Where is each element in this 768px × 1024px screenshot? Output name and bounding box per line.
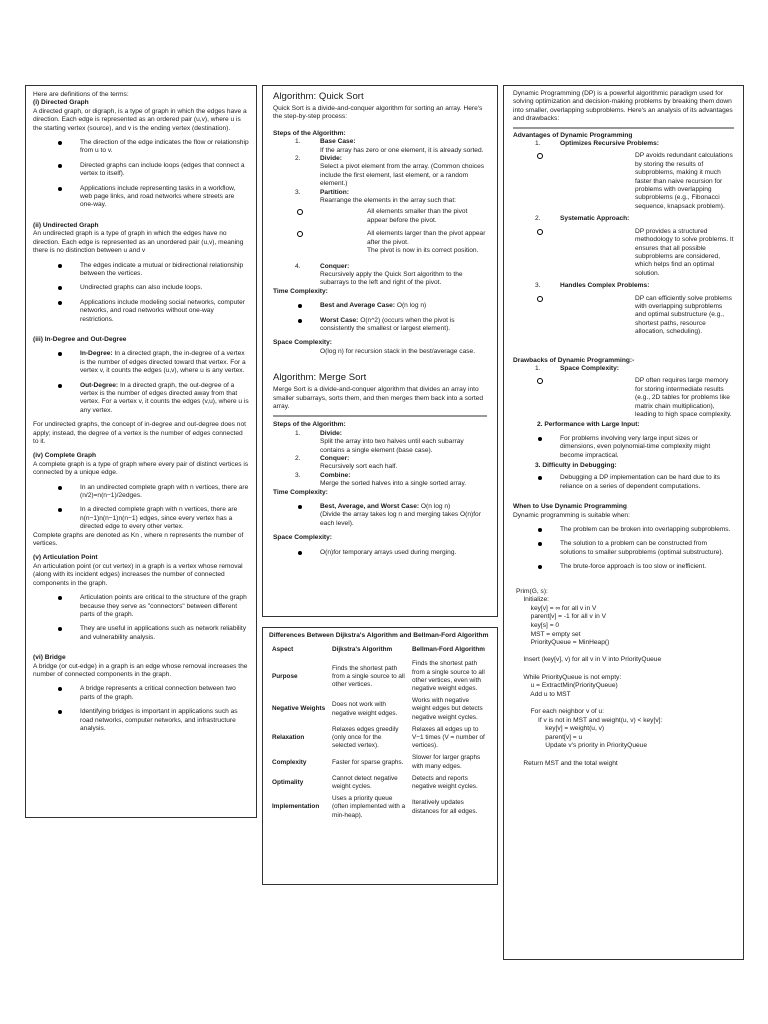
table-row: Negative Weights Does not work with negative weight edges. Works with negative weight edges but detects negative weight cycles. (272, 697, 483, 721)
list-item: In a directed complete graph with n vertices, there are n(n−1)n(n−1)n(n−1) edges, since every vertex has a directed edge to every other vertex. (33, 506, 249, 531)
step-text: If the array has zero or one element, it is already sorted. (320, 146, 484, 154)
term-label: In-Degree: (80, 350, 113, 358)
column-header: Aspect (272, 646, 294, 654)
step-label: Conquer: (320, 262, 350, 270)
code-line (516, 648, 734, 657)
table-row: Purpose Finds the shortest path from a single source to all other vertices. Finds the shortest path from a single source to all other vertices, even with negative weight edges. (272, 660, 485, 693)
column-header: Bellman-Ford Algorithm (412, 646, 485, 654)
section-title-complete-graph: (iv) Complete Graph (33, 452, 97, 460)
code-line: u = ExtractMin(PriorityQueue) (516, 682, 618, 690)
code-line: key[v] = weight(u, v) (516, 725, 605, 733)
list-item: The edges indicate a mutual or bidirectional relationship between the vertices. (33, 262, 249, 279)
comparison-table-panel (262, 627, 498, 885)
code-line: PriorityQueue = MinHeap() (516, 639, 610, 647)
code-line: key[v] = ∞ for all v in V (516, 604, 597, 612)
list-item: Undirected graphs can also include loops. (33, 284, 249, 292)
list-item: The brute-force approach is too slow or inefficient. (513, 563, 734, 571)
paragraph: An undirected graph is a type of graph in which the edges have no direction. Each edge is represented as an unordered pair (u,v), meaning there is no distinction between u and v (33, 230, 244, 255)
section-title-quick-sort: Algorithm: Quick Sort (273, 91, 364, 102)
code-line: Initialize: (516, 596, 549, 604)
code-line: MST = empty set (516, 630, 581, 638)
drawbacks-heading: Drawbacks of Dynamic Programming:- (513, 356, 635, 364)
paragraph: Dynamic programming is suitable when: (513, 511, 630, 519)
list-item: DP avoids redundant calculations by storing the results of subproblems, making it much faster than naive recursion for problems with overlapping subproblems (e.g., Fibonacci sequence, knapsack problem). (513, 152, 734, 211)
space-complexity-heading: Space Complexity: (273, 534, 332, 542)
list-item: Best, Average, and Worst Case: O(n log n) (Divide the array takes log n and merging takes O(n)for each level). (273, 503, 487, 528)
intro-text: Here are definitions of the terms: (33, 91, 129, 98)
section-title-degree: (iii) In-Degree and Out-Degree (33, 335, 127, 343)
list-item: The solution to a problem can be constructed from solutions to smaller subproblems (optimal substructure). (513, 540, 734, 557)
list-item (33, 382, 249, 416)
step-text: Rearrange the elements in the array such that: (320, 197, 456, 205)
paragraph: O(log n) for recursion stack in the best/average case. (320, 347, 476, 355)
section-title-bridge: (vi) Bridge (33, 654, 66, 662)
list-item: DP often requires large memory for storing intermediate results (e.g., 2D tables for problems like matrix chain multiplication), leading to high space complexity. (513, 377, 734, 419)
time-complexity-heading: Time Complexity: (273, 488, 328, 496)
section-title-undirected-graph: (ii) Undirected Graph (33, 221, 99, 229)
step-label: Base Case: (320, 138, 356, 146)
list-item: 3. Combine: Merge the sorted halves into a single sorted array. (295, 471, 467, 488)
when-to-use-heading: When to Use Dynamic Programming (513, 503, 627, 511)
list-item: DP provides a structured methodology to solve problems. It ensures that all possible subproblems are considered, which helps find an optimal solution. (513, 228, 734, 278)
space-complexity-heading: Space Complexity: (273, 339, 332, 347)
code-line: Prim(G, s): (516, 587, 548, 595)
list-item: 1. Base Case: If the array has zero or one element, it is already sorted. (295, 138, 484, 154)
paragraph: A bridge (or cut-edge) in a graph is an edge whose removal increases the number of connected components in the graph. (33, 662, 248, 678)
list-item: Directed graphs can include loops (edges that connect a vertex to itself). (33, 162, 249, 179)
list-item: They are useful in applications such as network reliability and vulnerability analysis. (33, 625, 249, 642)
drawback-label: 2. Performance with Large Input: (537, 421, 640, 429)
list-item: The direction of the edge indicates the flow or relationship from u to v. (33, 139, 249, 156)
list-item: 3. Handles Complex Problems: (535, 282, 650, 290)
code-line: For each neighbor v of u: (516, 708, 604, 715)
list-item: 2. Systematic Approach: (535, 215, 630, 223)
paragraph: Complete graphs are denoted as Kn , where n represents the number of vertices. (33, 531, 244, 548)
step-label: Divide: (320, 155, 342, 163)
code-line: key[s] = 0 (516, 622, 560, 630)
list-item: Worst Case: O(n^2) (occurs when the pivot is consistently the smallest or largest element). (273, 317, 487, 334)
step-text: Select a pivot element from the array. (Common choices include the first element, last element, or a random element.) (320, 163, 485, 188)
list-item: For problems involving very large input sizes or dimensions, even polynomial-time complexity might become impractical. (513, 435, 734, 460)
list-item: All elements smaller than the pivot appear before the pivot. (273, 208, 487, 225)
code-line (516, 665, 734, 674)
list-item: Debugging a DP implementation can be hard due to its reliance on a series of dependent computations. (513, 474, 734, 491)
section-title-merge-sort: Algorithm: Merge Sort (273, 372, 367, 384)
divider (513, 127, 734, 129)
code-line (516, 751, 734, 760)
code-line: If v is not in MST and weight(u, v) < key[v]: (516, 716, 663, 724)
steps-heading: Steps of the Algorithm: (273, 129, 346, 137)
table-header-row (269, 642, 491, 658)
code-line: Insert (key[v], v) for all v in V into PriorityQueue (516, 656, 662, 664)
list-item: The problem can be broken into overlapping subproblems. (513, 526, 734, 534)
step-label: Partition: (320, 188, 349, 196)
code-line: Return MST and the total weight (516, 759, 618, 767)
paragraph: Merge Sort is a divide-and-conquer algorithm that divides an array into smaller subarrays, sorts them, and then merges them back into a sorted array. (273, 386, 483, 410)
table-title: Differences Between Dijkstra's Algorithm and Bellman-Ford Algorithm (269, 632, 489, 639)
paragraph: A complete graph is a type of graph where every pair of distinct vertices is connected by a unique edge. (33, 460, 249, 477)
list-item: 3. Partition: Rearrange the elements in the array such that: (295, 188, 456, 205)
list-item: All elements larger than the pivot appear after the pivot. The pivot is now in its correct position. (273, 230, 487, 255)
list-item: DP can efficiently solve problems with overlapping subproblems and optimal substructure (e.g., shortest paths, resource allocation, scheduling). (513, 295, 734, 337)
list-item: 1. Optimizes Recursive Problems: (535, 140, 659, 148)
column-header: Dijkstra's Algorithm (332, 646, 393, 654)
time-complexity-heading: Time Complexity: (273, 287, 328, 295)
list-item: Identifying bridges is important in applications such as road networks, computer networks, and infrastructure analysis. (33, 708, 249, 733)
list-item (33, 350, 249, 375)
steps-heading: Steps of the Algorithm: (273, 421, 346, 429)
list-item: 1. Divide: Split the array into two halves until each subarray contains a single element (base case). (295, 429, 464, 454)
drawback-label: 3. Difficulty in Debugging: (535, 462, 617, 470)
list-item: Best and Average Case: O(n log n) (273, 302, 487, 310)
graph-terms-panel (25, 85, 257, 818)
code-line: While PriorityQueue is not empty: (516, 673, 622, 681)
sorting-algorithms-panel (262, 85, 498, 617)
comparison-table (269, 642, 491, 821)
code-line: Add u to MST (516, 690, 571, 698)
list-item: 1. Space Complexity: (535, 364, 619, 372)
list-item: 2. Conquer: Recursively sort each half. (295, 455, 398, 471)
paragraph: For undirected graphs, the concept of in-degree and out-degree does not apply; instead, the degree of a vertex is the number of edges connected to it. (33, 421, 246, 445)
dynamic-programming-panel (503, 85, 744, 960)
list-item: Articulation points are critical to the structure of the graph because they serve as "connectors" between different parts of the graph. (33, 594, 249, 619)
code-line: parent[v] = u (516, 733, 583, 741)
list-item: 2. Divide: Select a pivot element from the array. (Common choices include the first element, last element, or a random element.) (295, 155, 485, 188)
paragraph: A directed graph, or digraph, is a type of graph in which the edges have a direction. Each edge is represented as an ordered pair (u,v), where u is the starting vertex (source), and v is the ending vertex (destination). (33, 107, 247, 132)
table-row: Complexity Faster for sparse graphs. Slower for larger graphs with many edges. (272, 754, 481, 770)
paragraph: Dynamic Programming (DP) is a powerful algorithmic paradigm used for solving optimization and decision-making problems by breaking them down into smaller, overlapping subproblems. Here's an analysis of its advantages and drawbacks: (513, 90, 733, 123)
paragraph: Quick Sort is a divide-and-conquer algorithm for sorting an array. Here's the step-by-step process: (273, 105, 483, 121)
prim-pseudocode (513, 588, 734, 768)
table-row: Optimality Cannot detect negative weight cycles. Detects and reports negative weight cycles. (272, 774, 478, 791)
list-item: A bridge represents a critical connection between two parts of the graph. (33, 685, 249, 702)
paragraph: An articulation point (or cut vertex) in a graph is a vertex whose removal (along with its incident edges) increases the number of connected components in the graph. (33, 562, 243, 587)
table-row: Implementation Uses a priority queue (often implemented with a min-heap). Iteratively updates distances for all edges. (272, 795, 478, 819)
list-item: In an undirected complete graph with n vertices, there are (n/2)=n(n−1)/2edges. (33, 484, 249, 501)
section-title-articulation-point: (v) Articulation Point (33, 554, 98, 562)
step-text: Recursively apply the Quick Sort algorithm to the subarrays to the left and right of the pivot. (320, 270, 463, 287)
list-item: 4. Conquer: Recursively apply the Quick Sort algorithm to the subarrays to the left and right of the pivot. (295, 262, 463, 287)
list-item: Applications include representing tasks in a workflow, web page links, and road networks where streets are one-way. (33, 185, 249, 210)
advantages-heading: Advantages of Dynamic Programming (513, 131, 633, 139)
code-line: parent[v] = -1 for all v in V (516, 613, 606, 621)
table-row: Relaxation Relaxes edges greedily (only once for the selected vertex). Relaxes all edges up to V−1 times (V = number of vertices). (272, 725, 485, 750)
term-text: In a directed graph, the out-degree of a vertex is the number of edges directed away from that vertex. For a vertex v, it counts the edges (v,u), where u is any vertex. (80, 381, 249, 414)
list-item: O(n)for temporary arrays used during merging. (273, 549, 487, 557)
term-text: In a directed graph, the in-degree of a vertex is the number of edges directed toward that vertex. For a vertex v, it counts the edges (u,v), where u is any vertex. (80, 350, 246, 375)
code-line: Update v's priority in PriorityQueue (516, 742, 647, 750)
list-item: Applications include modeling social networks, computer networks, and road networks without one-way restrictions. (33, 299, 249, 324)
term-label: Out-Degree: (80, 381, 119, 389)
section-title-directed-graph: (i) Directed Graph (33, 99, 89, 107)
divider (273, 415, 487, 417)
code-line (516, 699, 734, 708)
